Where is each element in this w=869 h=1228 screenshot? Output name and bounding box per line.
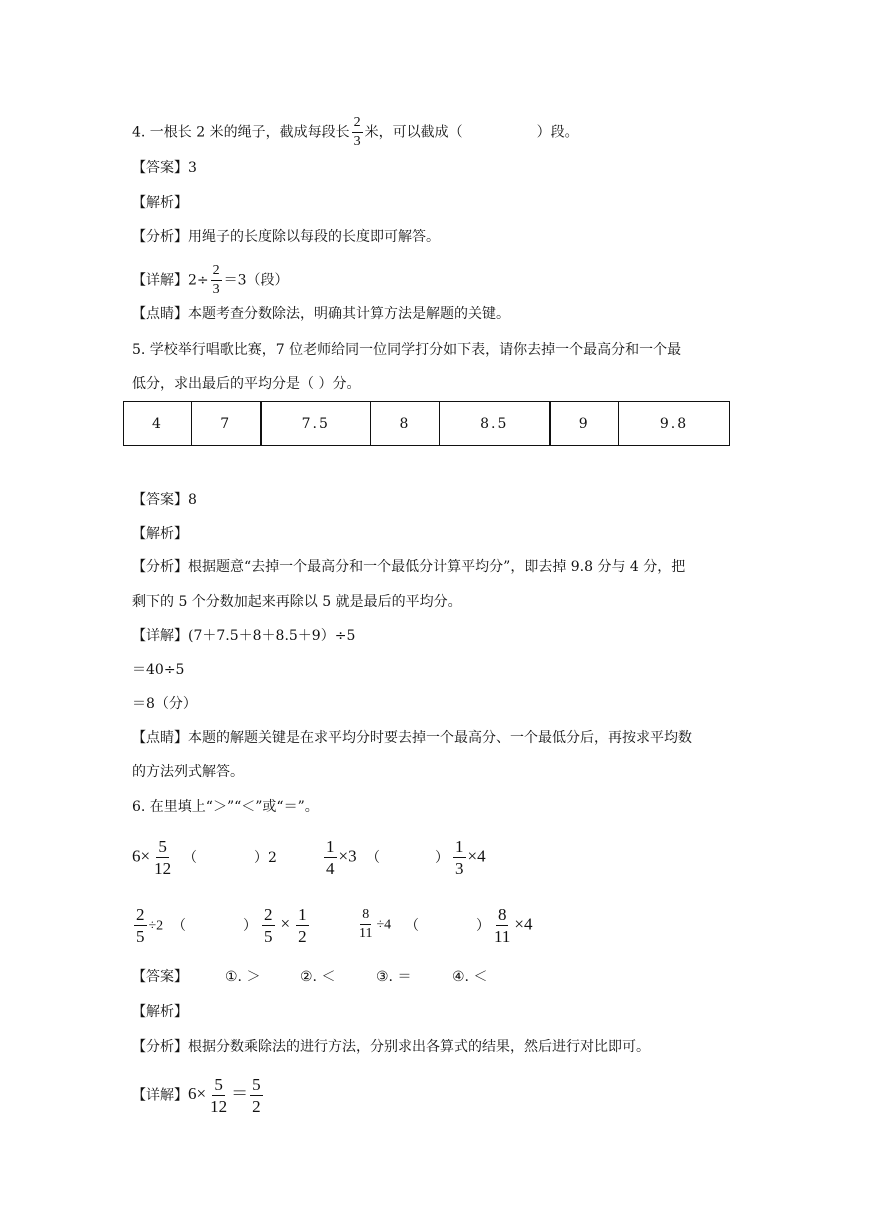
q6-xiangjie-num: 5 xyxy=(214,1075,223,1094)
q4-answer: 【答案】3 xyxy=(132,160,197,176)
q6-e2-paren-open: （ xyxy=(366,850,380,866)
q6-fenxi: 【分析】根据分数乘除法的进行方法，分别求出各算式的结果，然后进行对比即可。 xyxy=(132,1039,650,1055)
q6-e2-paren-close: ） xyxy=(435,850,449,866)
q4-stem-fraction xyxy=(352,116,363,149)
q6-e1-fraction xyxy=(152,838,173,877)
q6-e4-op: ÷2 xyxy=(148,918,164,934)
q4-frac-den: 3 xyxy=(353,134,361,149)
q5-fenxi-line1: 【分析】根据题意“去掉一个最高分和一个最低分计算平均分”，即去掉 9.8 分与 4 分，把 xyxy=(132,559,686,575)
q6-e4-den: 5 xyxy=(136,927,145,946)
q6-e3-fraction xyxy=(453,838,466,877)
q6-xiangjie-expr xyxy=(188,1075,265,1116)
q6-expr1 xyxy=(132,838,175,877)
q6-e5-num2: 1 xyxy=(298,905,307,924)
q6-e6-fraction xyxy=(357,908,374,941)
q6-e4-paren-open: （ xyxy=(172,918,186,934)
q6-answer xyxy=(132,967,188,987)
q4-jiexi: 【解析】 xyxy=(132,195,188,211)
score-cell: 9 xyxy=(550,402,619,446)
q6-e5-den1: 5 xyxy=(264,927,273,946)
q4-xiangjie-pre: 2÷ xyxy=(188,272,209,289)
q6-xiangjie-whole: 6× xyxy=(188,1084,207,1104)
q4-stem xyxy=(132,116,579,149)
q6-e1-paren-open: （ xyxy=(183,850,197,866)
q6-e6-op: ÷4 xyxy=(376,917,392,933)
q6-expr3 xyxy=(451,838,486,877)
table-row xyxy=(124,402,730,446)
q5-dianjing-line2: 的方法列式解答。 xyxy=(132,764,244,780)
q6-xiangjie-res-den: 2 xyxy=(252,1097,261,1116)
score-cell: 4 xyxy=(124,402,192,446)
q6-e5-fraction2 xyxy=(296,906,309,945)
q6-e5-num1: 2 xyxy=(264,905,273,924)
q5-answer: 【答案】8 xyxy=(132,492,197,508)
q6-xiangjie-eq: ＝ xyxy=(231,1084,249,1104)
q4-stem-after: 米，可以截成（ xyxy=(364,124,463,141)
q6-e4-paren-close: ） xyxy=(243,918,257,934)
q5-dianjing-line1: 【点睛】本题的解题关键是在求平均分时要去掉一个最高分、一个最低分后，再按求平均数 xyxy=(132,730,692,746)
q6-answer-2: ②. ＜ xyxy=(300,969,336,985)
q5-xiangjie-line1: 【详解】(7＋7.5＋8＋8.5＋9）÷5 xyxy=(132,628,356,644)
q6-e3-num: 1 xyxy=(455,837,464,856)
q5-stem-line2: 低分，求出最后的平均分是（ ）分。 xyxy=(132,376,361,392)
score-cell: 7 xyxy=(192,402,261,446)
q6-expr2 xyxy=(322,838,357,877)
q6-xiangjie xyxy=(132,1076,265,1115)
q6-e2-fraction xyxy=(324,838,337,877)
q6-e3-den: 3 xyxy=(455,859,464,878)
q6-blank-2[interactable] xyxy=(381,848,435,868)
q6-jiexi: 【解析】 xyxy=(132,1004,188,1020)
q6-e1-paren-close: ）2 xyxy=(254,850,277,866)
q6-xiangjie-result xyxy=(250,1076,263,1115)
q6-e1-num: 5 xyxy=(158,837,167,856)
q6-e2-den: 4 xyxy=(326,859,335,878)
q4-xiangjie-num: 2 xyxy=(211,264,222,281)
q6-e7-op: ×4 xyxy=(514,914,533,934)
q6-blank-1[interactable] xyxy=(198,848,252,868)
q4-fenxi: 【分析】用绳子的长度除以每段的长度即可解答。 xyxy=(132,229,440,245)
q4-dianjing: 【点睛】本题考查分数除法，明确其计算方法是解题的关键。 xyxy=(132,306,510,322)
q6-answer-1: ①. ＞ xyxy=(225,969,261,985)
q4-xiangjie-fraction xyxy=(211,264,222,297)
q6-expr4 xyxy=(132,906,163,945)
q6-expr6 xyxy=(355,908,391,941)
score-cell: 7.5 xyxy=(261,402,371,446)
q4-xiangjie-den: 3 xyxy=(212,282,220,297)
q5-stem-line1: 5. 学校举行唱歌比赛，7 位老师给同一位同学打分如下表，请你去掉一个最高分和一个最 xyxy=(132,342,682,358)
q6-answer-3: ③. ＝ xyxy=(376,969,412,985)
score-cell: 8.5 xyxy=(440,402,550,446)
q6-xiangjie-res-num: 5 xyxy=(252,1075,261,1094)
q6-e3-op: ×4 xyxy=(467,846,486,866)
q6-e2-num: 1 xyxy=(326,837,335,856)
q4-stem-end: ）段。 xyxy=(536,124,579,141)
q6-e4-num: 2 xyxy=(136,905,145,924)
q6-e6-paren-close: ） xyxy=(476,918,490,934)
q6-answer-label: 【答案】 xyxy=(132,969,188,985)
q6-e5-den2: 2 xyxy=(298,927,307,946)
q6-e6-paren-open: （ xyxy=(405,918,419,934)
q5-xiangjie-line3: ＝8（分） xyxy=(132,696,197,712)
q4-xiangjie-post: ＝3（段） xyxy=(223,272,289,289)
q6-e7-den: 11 xyxy=(494,927,511,946)
q6-e1-whole: 6× xyxy=(132,846,151,866)
q6-xiangjie-den: 12 xyxy=(210,1097,228,1116)
q4-frac-num: 2 xyxy=(352,116,363,133)
q6-e6-num: 8 xyxy=(360,908,371,925)
q6-e5-times: × xyxy=(280,914,291,934)
q6-e4-fraction xyxy=(134,906,147,945)
q4-xiangjie xyxy=(132,264,289,297)
q6-xiangjie-fraction xyxy=(208,1076,229,1115)
q6-e5-fraction1 xyxy=(262,906,275,945)
score-cell: 8 xyxy=(371,402,440,446)
q6-xiangjie-label: 【详解】 xyxy=(132,1087,188,1104)
q6-expr7 xyxy=(490,906,532,945)
score-cell: 9.8 xyxy=(619,402,730,446)
q6-stem: 6. 在里填上“＞”“＜”或“＝”。 xyxy=(132,799,319,815)
q6-answer-4: ④. ＜ xyxy=(452,969,488,985)
q5-fenxi-line2: 剩下的 5 个分数加起来再除以 5 就是最后的平均分。 xyxy=(132,594,462,610)
q6-e7-fraction xyxy=(492,906,512,945)
q6-e7-num: 8 xyxy=(497,905,507,924)
q6-blank-4[interactable] xyxy=(420,916,476,936)
q5-xiangjie-line2: ＝40÷5 xyxy=(132,662,185,678)
q6-e6-den: 11 xyxy=(359,926,373,941)
q6-e2-op: ×3 xyxy=(338,846,357,866)
q5-jiexi: 【解析】 xyxy=(132,526,188,542)
q5-score-table xyxy=(123,401,730,446)
q6-blank-3[interactable] xyxy=(187,916,243,936)
q6-expr5 xyxy=(260,906,311,945)
q6-e1-den: 12 xyxy=(154,859,172,878)
q4-stem-before: 4. 一根长 2 米的绳子，截成每段长 xyxy=(132,124,350,141)
q4-xiangjie-label: 【详解】 xyxy=(132,272,188,289)
